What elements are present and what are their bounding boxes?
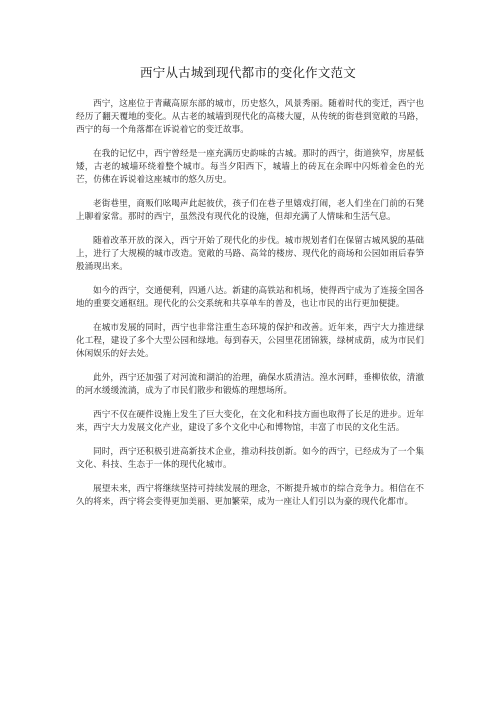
paragraph: 西宁，这座位于青藏高原东部的城市，历史悠久，风景秀丽。随着时代的变迁，西宁也经历了翻天覆地的变化。从古老的城墙到现代化的高楼大厦，从传统的街巷到宽敞的马路，西宁的每一个角落都在诉说着它的变迁故事。	[76, 99, 424, 135]
paragraph: 老街巷里，商贩们吆喝声此起彼伏，孩子们在巷子里嬉戏打闹，老人们坐在门前的石凳上聊着家常。那时的西宁，虽然没有现代化的设施，但却充满了人情味和生活气息。	[76, 199, 424, 222]
paragraph: 同时，西宁还积极引进高新技术企业，推动科技创新。如今的西宁，已经成为了一个集文化、科技、生态于一体的现代化城市。	[76, 447, 424, 470]
paragraph: 西宁不仅在硬件设施上发生了巨大变化，在文化和科技方面也取得了长足的进步。近年来，西宁大力发展文化产业，建设了多个文化中心和博物馆，丰富了市民的文化生活。	[76, 410, 424, 433]
paragraph: 如今的西宁，交通便利，四通八达。新建的高铁站和机场，使得西宁成为了连接全国各地的重要交通枢纽。现代化的公交系统和共享单车的普及，也让市民的出行更加便捷。	[76, 286, 424, 309]
paragraph: 在城市发展的同时，西宁也非常注重生态环境的保护和改善。近年来，西宁大力推进绿化工程，建设了多个大型公园和绿地。每到春天，公园里花团锦簇，绿树成荫，成为市民们休闲娱乐的好去处。	[76, 323, 424, 359]
document-body	[76, 98, 424, 520]
paragraph: 此外，西宁还加强了对河流和湖泊的治理，确保水质清洁。湟水河畔，垂柳依依，清澈的河水缓缓流淌，成为了市民们散步和锻炼的理想场所。	[76, 373, 424, 396]
paragraph: 随着改革开放的深入，西宁开始了现代化的步伐。城市规划者们在保留古城风貌的基础上，进行了大规模的城市改造。宽敞的马路、高耸的楼房、现代化的商场和公园如雨后春笋般涌现出来。	[76, 236, 424, 272]
document-title: 西宁从古城到现代都市的变化作文范文	[140, 65, 356, 80]
paragraph: 展望未来，西宁将继续坚持可持续发展的理念，不断提升城市的综合竞争力。相信在不久的将来，西宁将会变得更加美丽、更加繁荣，成为一座让人们引以为豪的现代化都市。	[76, 484, 424, 507]
paragraph: 在我的记忆中，西宁曾经是一座充满历史韵味的古城。那时的西宁，街道狭窄，房屋低矮，古老的城墙环绕着整个城市。每当夕阳西下，城墙上的砖瓦在余晖中闪烁着金色的光芒，仿佛在诉说着这座城市的悠久历史。	[76, 149, 424, 185]
